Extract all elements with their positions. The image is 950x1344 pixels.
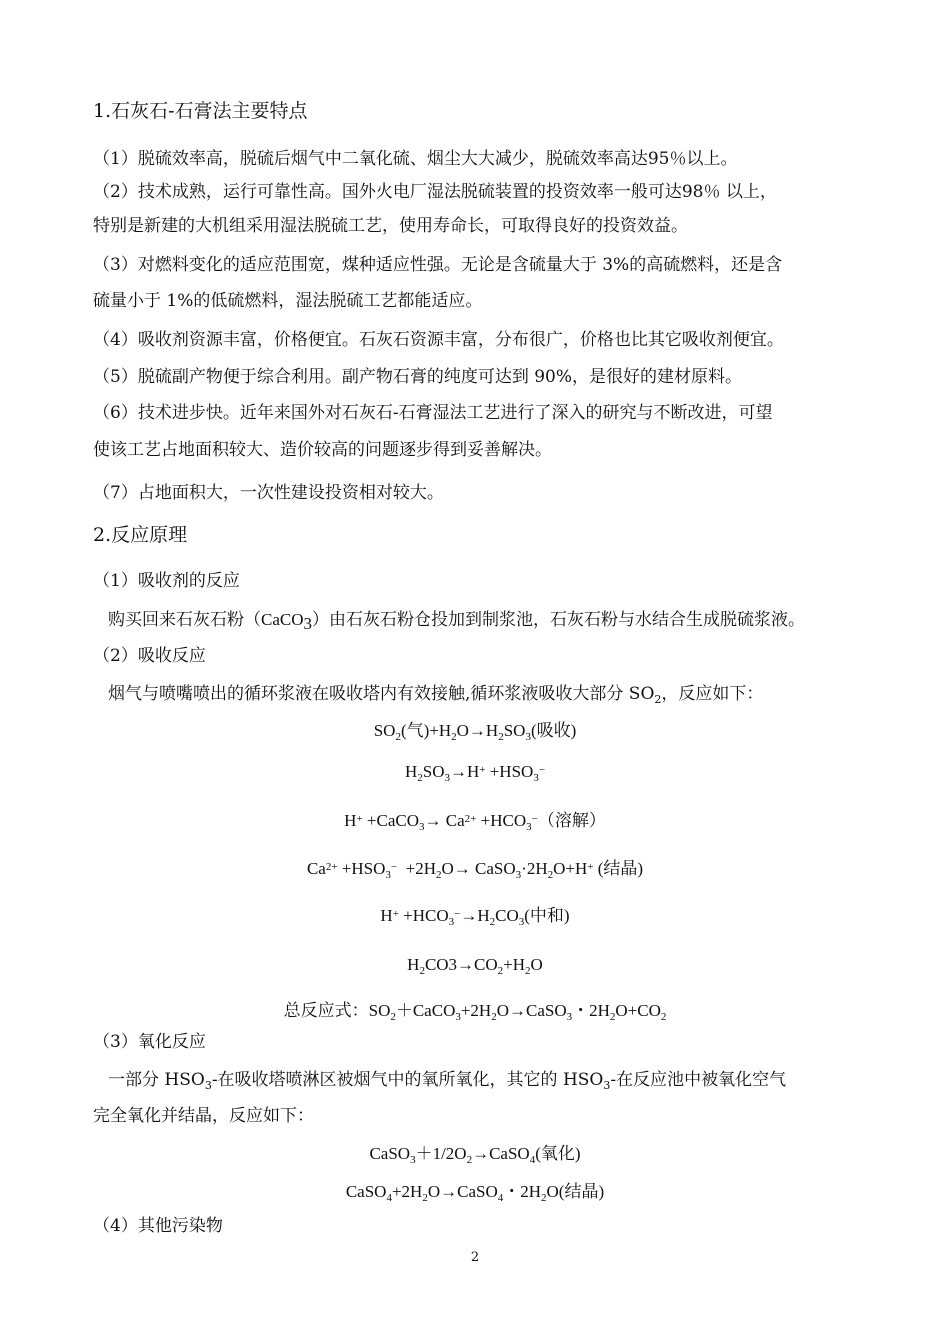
- subsection-other-pollutants: （4）其他污染物: [93, 1216, 223, 1236]
- subsection-absorption: （2）吸收反应: [93, 646, 206, 666]
- equation-7: $CaSO_3+1/2O_2\to CaSO_4$(氧化): [369, 1144, 581, 1166]
- section1-heading: 1.石灰石-石膏法主要特点: [93, 100, 308, 122]
- absorption-text: 烟气与喷嘴喷出的循环浆液在吸收塔内有效接触,循环浆液吸收大部分 $SO_2$，反应如下：: [108, 684, 764, 706]
- equation-5: $H^+ +HCO_3^-\to H_2CO_3$(中和): [380, 906, 570, 928]
- feature-5: （5）脱硫副产物便于综合利用。副产物石膏的纯度可达到 90%，是很好的建材原料。: [93, 367, 743, 387]
- equation-6: $H_2CO3\to CO_2+H_2O$: [407, 955, 543, 977]
- equation-2: $H_2SO_3\to H^+ +HSO_3^-$: [404, 762, 546, 784]
- oxidation-text-line1: 一部分 $HSO_3-$在吸收塔喷淋区被烟气中的氧所氧化，其它的 $HSO_3-$在反应池中被氧化空气: [108, 1070, 787, 1092]
- section2-heading: 2.反应原理: [93, 524, 188, 546]
- feature-4: （4）吸收剂资源丰富，价格便宜。石灰石资源丰富，分布很广，价格也比其它吸收剂便宜。: [93, 330, 784, 350]
- feature-3-line1: （3）对燃料变化的适应范围宽，煤种适应性强。无论是含硫量大于 3%的高硫燃料，还是含: [93, 255, 783, 275]
- feature-2-line2: 特别是新建的大机组采用湿法脱硫工艺，使用寿命长，可取得良好的投资效益。: [93, 216, 688, 236]
- feature-7: （7）占地面积大，一次性建设投资相对较大。: [93, 483, 444, 503]
- feature-3-line2: 硫量小于 1%的低硫燃料，湿法脱硫工艺都能适应。: [93, 291, 483, 311]
- equation-3: H+ +CaCO$_3$→ $Ca^{2+} +HCO_3^-$（溶解）: [344, 811, 606, 833]
- equation-1: $SO_2$(气)$+H_2O\to H_2SO_3$(吸收): [373, 721, 577, 743]
- equation-8: $CaSO_4+2H_2O\to CaSO_4$・$2H_2O$(结晶): [345, 1182, 605, 1204]
- subsection-absorbent: （1）吸收剂的反应: [93, 571, 240, 591]
- feature-6-line2: 使该工艺占地面积较大、造价较高的问题逐步得到妥善解决。: [93, 440, 552, 460]
- subsection-oxidation: （3）氧化反应: [93, 1032, 206, 1052]
- absorbent-text: 购买回来石灰石粉（CaCO$_3$）由石灰石粉仓投加到制浆池，石灰石粉与水结合生成脱硫浆液。: [108, 610, 805, 633]
- equation-4: $Ca^{2+} +HSO_3^- +2H_2O\to$ $CaSO_3\cdot 2H_2O+H^+$ (结晶): [306, 859, 644, 881]
- equation-total: 总反应式：$SO_2+CaCO_3+2H_2O\to CaSO_3$・$2H_2O+CO_2$: [283, 1001, 667, 1023]
- feature-2-line1: （2）技术成熟，运行可靠性高。国外火电厂湿法脱硫装置的投资效率一般可达98％ 以上，: [93, 182, 777, 202]
- feature-6-line1: （6）技术进步快。近年来国外对石灰石-石膏湿法工艺进行了深入的研究与不断改进，可望: [93, 403, 773, 423]
- oxidation-text-line2: 完全氧化并结晶，反应如下：: [93, 1106, 314, 1126]
- page-number: 2: [470, 1250, 480, 1265]
- feature-1: （1）脱硫效率高，脱硫后烟气中二氧化硫、烟尘大大减少，脱硫效率高达95％以上。: [93, 149, 738, 169]
